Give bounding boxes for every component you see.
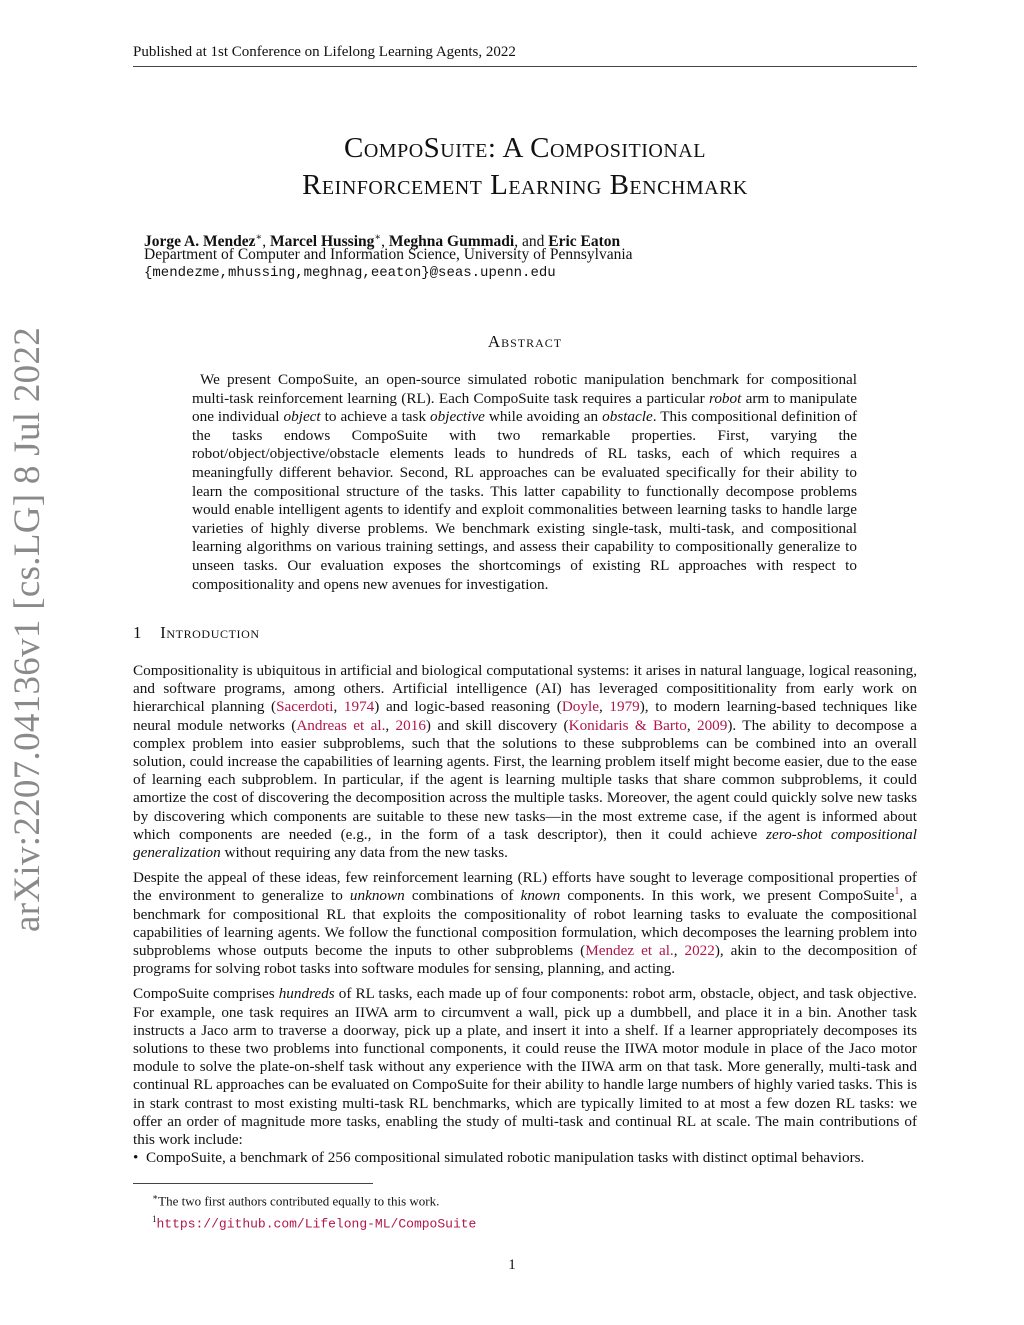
citation-year-link[interactable]: 2009	[696, 716, 728, 734]
footnote-star	[152, 1188, 476, 1210]
text: to achieve a task	[320, 408, 431, 426]
emphasis: zero-shot compositional generalization	[133, 825, 917, 862]
author-name: Eric Eaton	[548, 233, 621, 251]
emphasis: known	[520, 887, 561, 905]
title-line-1: CompoSuite: A Compositional	[344, 132, 706, 164]
footnote-1	[152, 1210, 476, 1233]
abstract-heading: Abstract	[487, 332, 563, 351]
citation-year-link[interactable]: 1979	[609, 698, 640, 716]
page-number: 1	[508, 1257, 516, 1273]
section-number: 1	[133, 623, 143, 642]
footnote-mark: ∗	[152, 1192, 159, 1202]
text: , a benchmark for compositional RL that exploits the compositionality of robot learning tasks to evaluate the compositional capabilities of learning agents. We follow the functional composition formulation, which decomposes the learning problem into subproblems whose outputs become the inputs to other subproblems (	[133, 887, 917, 960]
citation-year-link[interactable]: 2022	[684, 942, 715, 960]
separator: ,	[262, 233, 271, 251]
abstract-paragraph	[192, 371, 857, 594]
text: ,	[385, 716, 396, 734]
footnote-text: The two first authors contributed equally to this work.	[158, 1193, 440, 1209]
text: combinations of	[404, 887, 521, 905]
paper-title	[133, 130, 917, 204]
paragraph	[133, 869, 917, 978]
citation-link[interactable]: Sacerdoti	[276, 698, 334, 716]
text: ). The ability to decompose a complex problem into easier subproblems, such that the solutions to these subproblems can be combined into an overall solution, could increase the capabilities of learning agents. First, the learning problem itself might become easier, due to the ease of learning each subproblem. In particular, if the agent is learning multiple tasks that share common subproblems, it could amortize the cost of discovering the decomposition across the multiple tasks. Moreover, the agent could quickly solve new tasks by discovering which components are suitable to these new tasks—in the most extreme case, if the agent is informed about which components are needed (e.g., in the form of a task descriptor), then it could achieve	[133, 716, 918, 843]
author-name: Jorge A. Mendez	[144, 233, 256, 251]
citation-link[interactable]: Doyle	[561, 698, 599, 716]
emphasis: robot	[708, 389, 742, 407]
emphasis: objective	[430, 408, 485, 426]
emphasis: obstacle	[602, 408, 653, 426]
title-line-2: Reinforcement Learning Benchmark	[302, 169, 748, 201]
equal-contribution-mark: ∗	[255, 232, 263, 243]
footnote-mark: 1	[152, 1214, 157, 1225]
citation-year-link[interactable]: 1974	[343, 698, 375, 716]
text: ,	[333, 698, 344, 716]
abstract-body	[192, 371, 857, 594]
text: ), to modern learning-based techniques like neural module networks (	[133, 698, 918, 734]
paragraph	[133, 985, 917, 1149]
text: . This compositional definition of the tasks endows CompoSuite with two remarkable properties. First, varying the robot/object/objective/obstacle elements leads to hundreds of RL tasks, each of which requires a meaningfully different behavior. Second, RL approaches can be evaluated specifically for their ability to learn the compositional structure of the tasks. This latter capability to functionally decompose problems would enable intelligent agents to identify and exploit commonalities between learning tasks to handle large varieties of highly diverse problems. We benchmark existing single-task, multi-task, and compositional learning algorithms on various training settings, and assess their capability to compositionally generalize to unseen tasks. Our evaluation exposes the shortcomings of existing RL approaches with respect to compositionality and opens new avenues for investigation.	[192, 408, 858, 593]
author-name: Meghna Gummadi	[388, 233, 515, 251]
arxiv-stamp-text: arXiv:2207.04136v1 [cs.LG] 8 Jul 2022	[7, 326, 48, 932]
paragraph	[133, 662, 917, 862]
separator: , and	[514, 233, 549, 251]
section-title: Introduction	[160, 623, 260, 642]
separator: ,	[381, 233, 389, 251]
running-head: Published at 1st Conference on Lifelong Learning Agents, 2022	[133, 44, 917, 67]
text: without requiring any data from the new tasks.	[220, 844, 508, 862]
emphasis: hundreds	[278, 985, 335, 1003]
footnotes	[152, 1188, 476, 1234]
emphasis: unknown	[349, 887, 405, 905]
footnote-ref-link[interactable]: 1	[894, 886, 900, 898]
author-name: Marcel Hussing	[270, 233, 375, 251]
equal-contribution-mark: ∗	[374, 232, 382, 243]
text: ,	[686, 716, 697, 734]
text: CompoSuite comprises	[133, 985, 279, 1003]
text: We present CompoSuite, an open-source simulated robotic manipulation benchmark for compositional multi-task reinforcement learning (RL). Each CompoSuite task requires a particular	[192, 371, 857, 407]
text: ,	[673, 942, 685, 960]
citation-link[interactable]: Andreas et al.	[296, 716, 386, 734]
affiliation: Department of Computer and Information Science, University of Pennsylvania	[144, 246, 633, 263]
text: arm to manipulate one individual	[192, 389, 857, 426]
text: components. In this work, we present CompoSuite	[560, 887, 895, 905]
author-emails: {mendezme,mhussing,meghnag,eeaton}@seas.upenn.edu	[144, 265, 556, 281]
footnote-rule	[133, 1183, 373, 1184]
text: ) and skill discovery (	[425, 716, 569, 734]
github-link[interactable]: https://github.com/Lifelong-ML/CompoSuite	[156, 1216, 477, 1232]
section-body	[133, 662, 917, 1167]
citation-link[interactable]: Konidaris & Barto	[568, 716, 687, 734]
section-heading	[133, 623, 260, 643]
text: while avoiding an	[484, 408, 603, 426]
text: Despite the appeal of these ideas, few reinforcement learning (RL) efforts have sought to leverage compositional properties of the environment to generalize to	[133, 869, 917, 905]
citation-link[interactable]: Mendez et al.	[585, 942, 674, 960]
list-item: • CompoSuite, a benchmark of 256 compositional simulated robotic manipulation tasks with distinct optimal behaviors.	[133, 1149, 917, 1167]
text: ), akin to the decomposition of programs for solving robot tasks into software modules for sensing, planning, and acting.	[133, 942, 918, 978]
text: of RL tasks, each made up of four components: robot arm, obstacle, object, and task objective. For example, one task requires an IIWA arm to circumvent a wall, pick up a dumbbell, and place it in a bin. Another task instructs a Jaco arm to traverse a doorway, pick up a plate, and insert it into a shelf. If a learner appropriately decomposes its solutions to these two problems into functional components, it could reuse the IIWA motor module in place of the Jaco motor module to solve the plate-on-shelf task without any experience with the IIWA arm on that task. More generally, multi-task and continual RL approaches can be evaluated on CompoSuite for their ability to handle large numbers of highly varied tasks. This is in stark contrast to most existing multi-task RL benchmarks, which are typically limited to at most a few dozen RL tasks: we offer an order of magnitude more tasks, enabling the study of multi-task and continual RL at scale. The main contributions of this work include:	[133, 985, 917, 1149]
text: ,	[598, 698, 610, 716]
emphasis: object	[283, 408, 321, 426]
text: Compositionality is ubiquitous in artificial and biological computational systems: it arises in natural language, logical reasoning, and software programs, among others. Artificial intelligence (AI) has leveraged composititionality from early work on hierarchical planning (	[133, 662, 917, 716]
citation-year-link[interactable]: 2016	[395, 716, 426, 734]
text: ) and logic-based reasoning (	[374, 698, 562, 716]
contribution-list	[133, 1149, 917, 1167]
